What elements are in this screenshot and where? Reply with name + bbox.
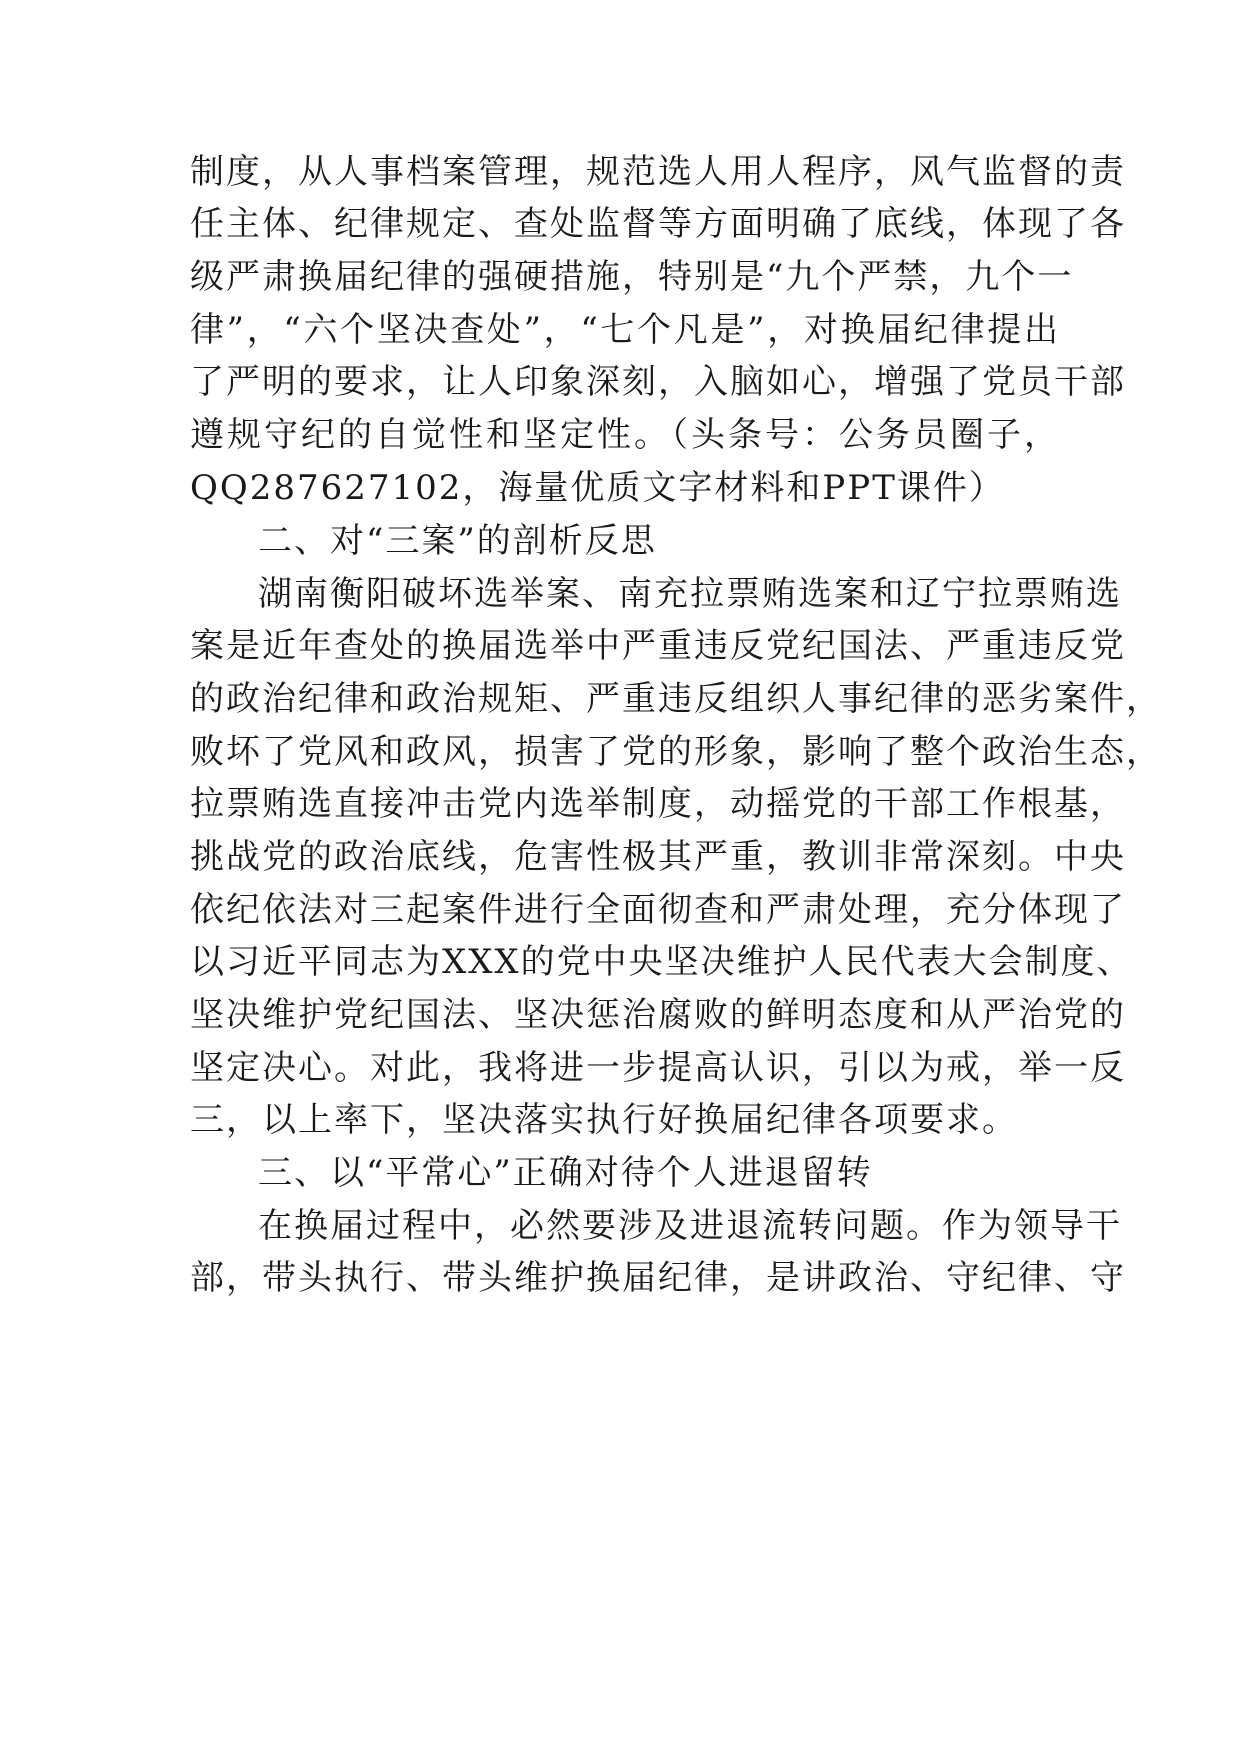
section-heading: 三、以“平常心”正确对待个人进退留转 — [258, 1153, 873, 1193]
body-text-line: 制度，从人事档案管理，规范选人用人程序，风气监督的责 — [190, 152, 1126, 192]
body-text-line: 坚决维护党纪国法、坚决惩治腐败的鲜明态度和从严治党的 — [190, 995, 1126, 1035]
body-text-line: 遵规守纪的自觉性和坚定性。（头条号：公务员圈子， — [190, 415, 1060, 455]
body-text-line: 败坏了党风和政风，损害了党的形象，影响了整个政治生态， — [190, 732, 1162, 772]
body-text-line: 级严肃换届纪律的强硬措施，特别是“九个严禁，九个一 — [190, 257, 1074, 297]
body-text-line: 挑战党的政治底线，危害性极其严重，教训非常深刻。中央 — [190, 837, 1126, 877]
body-text-line: 三，以上率下，坚决落实执行好换届纪律各项要求。 — [190, 1100, 1018, 1140]
body-text-line: 以习近平同志为XXX的党中央坚决维护人民代表大会制度、 — [190, 942, 1133, 982]
body-text-line: 坚定决心。对此，我将进一步提高认识，引以为戒，举一反 — [190, 1048, 1126, 1088]
section-heading: 二、对“三案”的剖析反思 — [258, 521, 657, 561]
body-text-line: QQ287627102，海量优质文字材料和PPT课件） — [190, 468, 1005, 508]
body-text-line: 了严明的要求，让人印象深刻，入脑如心，增强了党员干部 — [190, 362, 1126, 402]
body-text-line: 案是近年查处的换届选举中严重违反党纪国法、严重违反党 — [190, 626, 1126, 666]
body-text-line: 律”，“六个坚决查处”，“七个凡是”，对换届纪律提出 — [190, 310, 1060, 350]
body-text-line: 任主体、纪律规定、查处监督等方面明确了底线，体现了各 — [190, 204, 1126, 244]
body-text-line: 在换届过程中，必然要涉及进退流转问题。作为领导干 — [258, 1206, 1122, 1246]
body-text-line: 部，带头执行、带头维护换届纪律，是讲政治、守纪律、守 — [190, 1258, 1126, 1298]
body-text-line: 拉票贿选直接冲击党内选举制度，动摇党的干部工作根基， — [190, 784, 1126, 824]
body-text-line: 依纪依法对三起案件进行全面彻查和严肃处理，充分体现了 — [190, 890, 1126, 930]
body-text-line: 湖南衡阳破坏选举案、南充拉票贿选案和辽宁拉票贿选 — [258, 574, 1122, 614]
body-text-line: 的政治纪律和政治规矩、严重违反组织人事纪律的恶劣案件， — [190, 679, 1162, 719]
